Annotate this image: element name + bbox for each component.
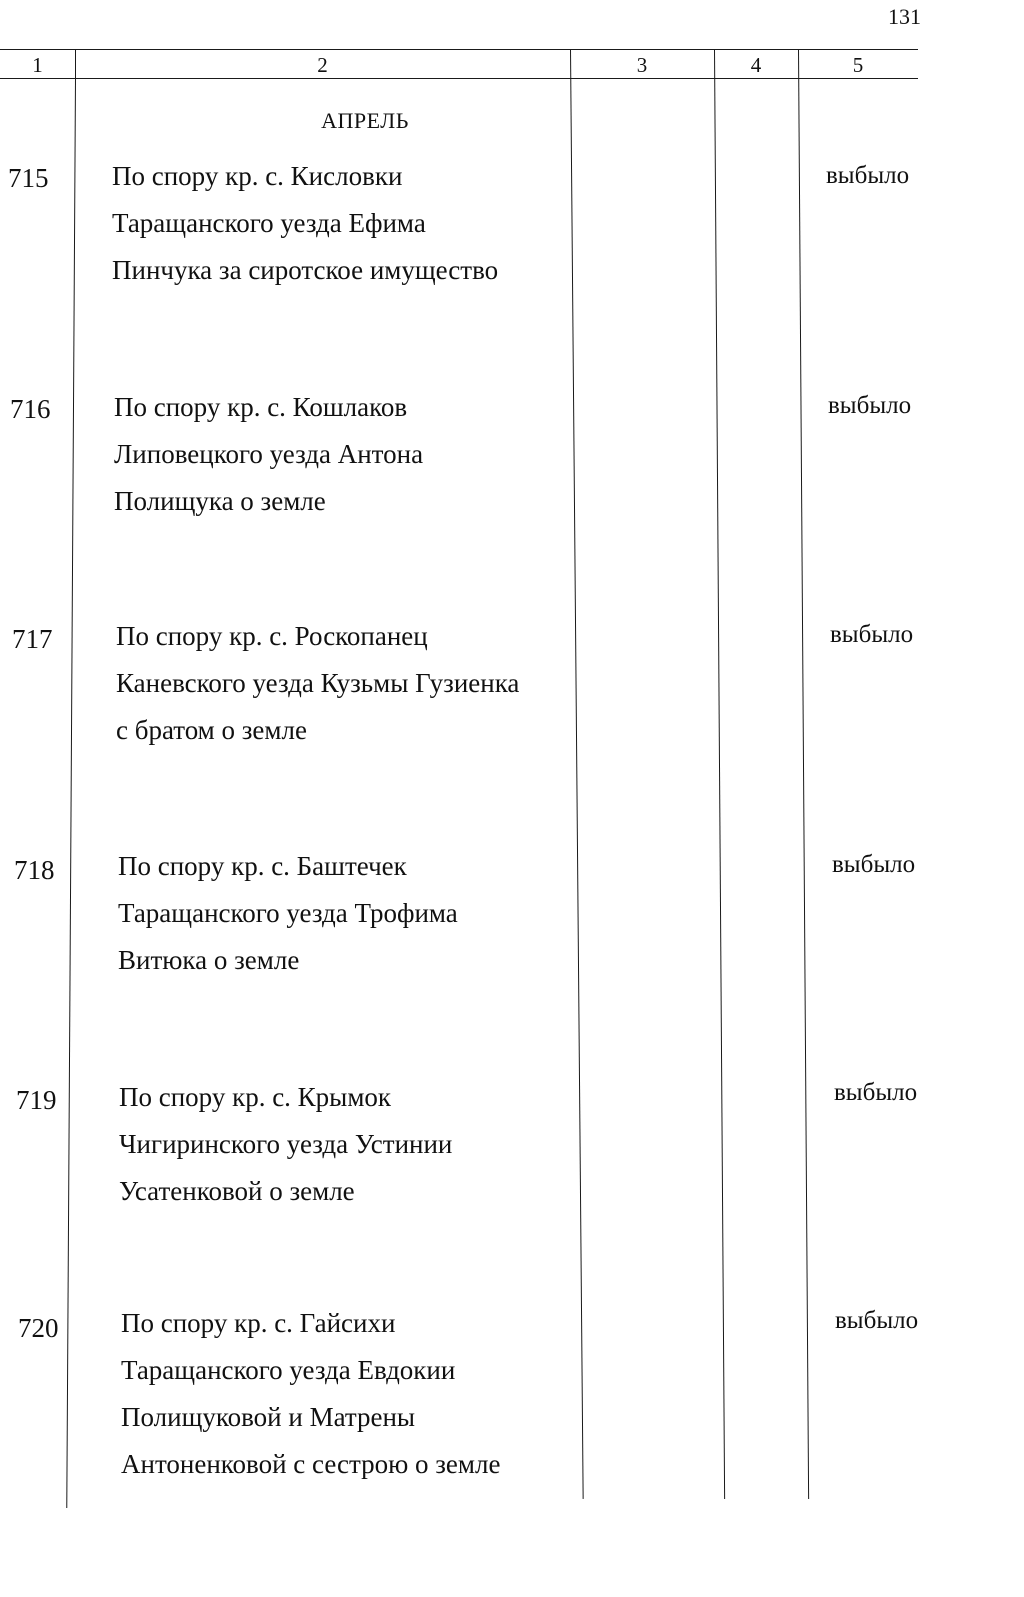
entry-number: 720 — [18, 1313, 59, 1343]
column-divider-2 — [570, 49, 584, 1499]
entry-line: Витюка о земле — [118, 945, 300, 975]
entry-number: 719 — [16, 1085, 57, 1115]
entry-status: выбыло — [834, 1079, 918, 1106]
column-header-2: 2 — [317, 53, 328, 77]
entry-line: Полищука о земле — [114, 486, 326, 516]
entry-line: По спору кр. с. Роскопанец — [116, 621, 428, 651]
entry-line: Таращанского уезда Ефима — [112, 208, 426, 238]
entry-line: с братом о земле — [116, 715, 307, 745]
entry-status: выбыло — [835, 1307, 919, 1334]
entry-description — [114, 384, 538, 525]
entry-status: выбыло — [830, 621, 914, 648]
page-number: 131 — [888, 4, 921, 29]
entry-status: выбыло — [832, 851, 916, 878]
entry-line: По спору кр. с. Гайсихи — [121, 1308, 396, 1338]
entry-line: Таращанского уезда Евдокии — [121, 1355, 456, 1385]
entry-number: 717 — [12, 624, 53, 654]
entry-status: выбыло — [828, 392, 912, 419]
month-heading: АПРЕЛЬ — [321, 108, 409, 133]
entry-description — [118, 843, 542, 984]
entry-description — [112, 153, 536, 294]
entry-line: Таращанского уезда Трофима — [118, 898, 458, 928]
entry-line: Полищуковой и Матрены — [121, 1402, 416, 1432]
column-header-5: 5 — [852, 53, 864, 77]
entry-line: Антоненковой с сестрою о земле — [121, 1449, 501, 1479]
entry-line: Каневского уезда Кузьмы Гузиенка — [116, 668, 520, 698]
entry-description — [116, 613, 540, 754]
column-header-3: 3 — [636, 53, 648, 77]
entry-line: Усатенковой о земле — [119, 1176, 355, 1206]
table-top-rule — [0, 49, 918, 50]
table-header-rule — [0, 78, 918, 79]
entry-line: По спору кр. с. Кисловки — [112, 161, 403, 191]
column-divider-4 — [798, 49, 809, 1499]
entry-number: 716 — [10, 394, 51, 424]
entry-line: Чигиринского уезда Устинии — [119, 1129, 453, 1159]
entry-line: По спору кр. с. Кошлаков — [114, 392, 408, 422]
entry-description — [121, 1300, 545, 1488]
entry-line: По спору кр. с. Баштечек — [118, 851, 407, 881]
entry-status: выбыло — [826, 162, 910, 189]
entry-number: 715 — [8, 163, 49, 193]
entry-description — [119, 1074, 543, 1215]
entry-number: 718 — [14, 855, 55, 885]
entry-line: Пинчука за сиротское имущество — [112, 255, 499, 285]
entry-line: По спору кр. с. Крымок — [119, 1082, 392, 1112]
column-divider-3 — [714, 49, 725, 1499]
column-divider-1-body — [66, 78, 76, 1508]
column-header-4: 4 — [750, 53, 762, 77]
column-header-1: 1 — [32, 53, 43, 77]
entry-line: Липовецкого уезда Антона — [114, 439, 424, 469]
